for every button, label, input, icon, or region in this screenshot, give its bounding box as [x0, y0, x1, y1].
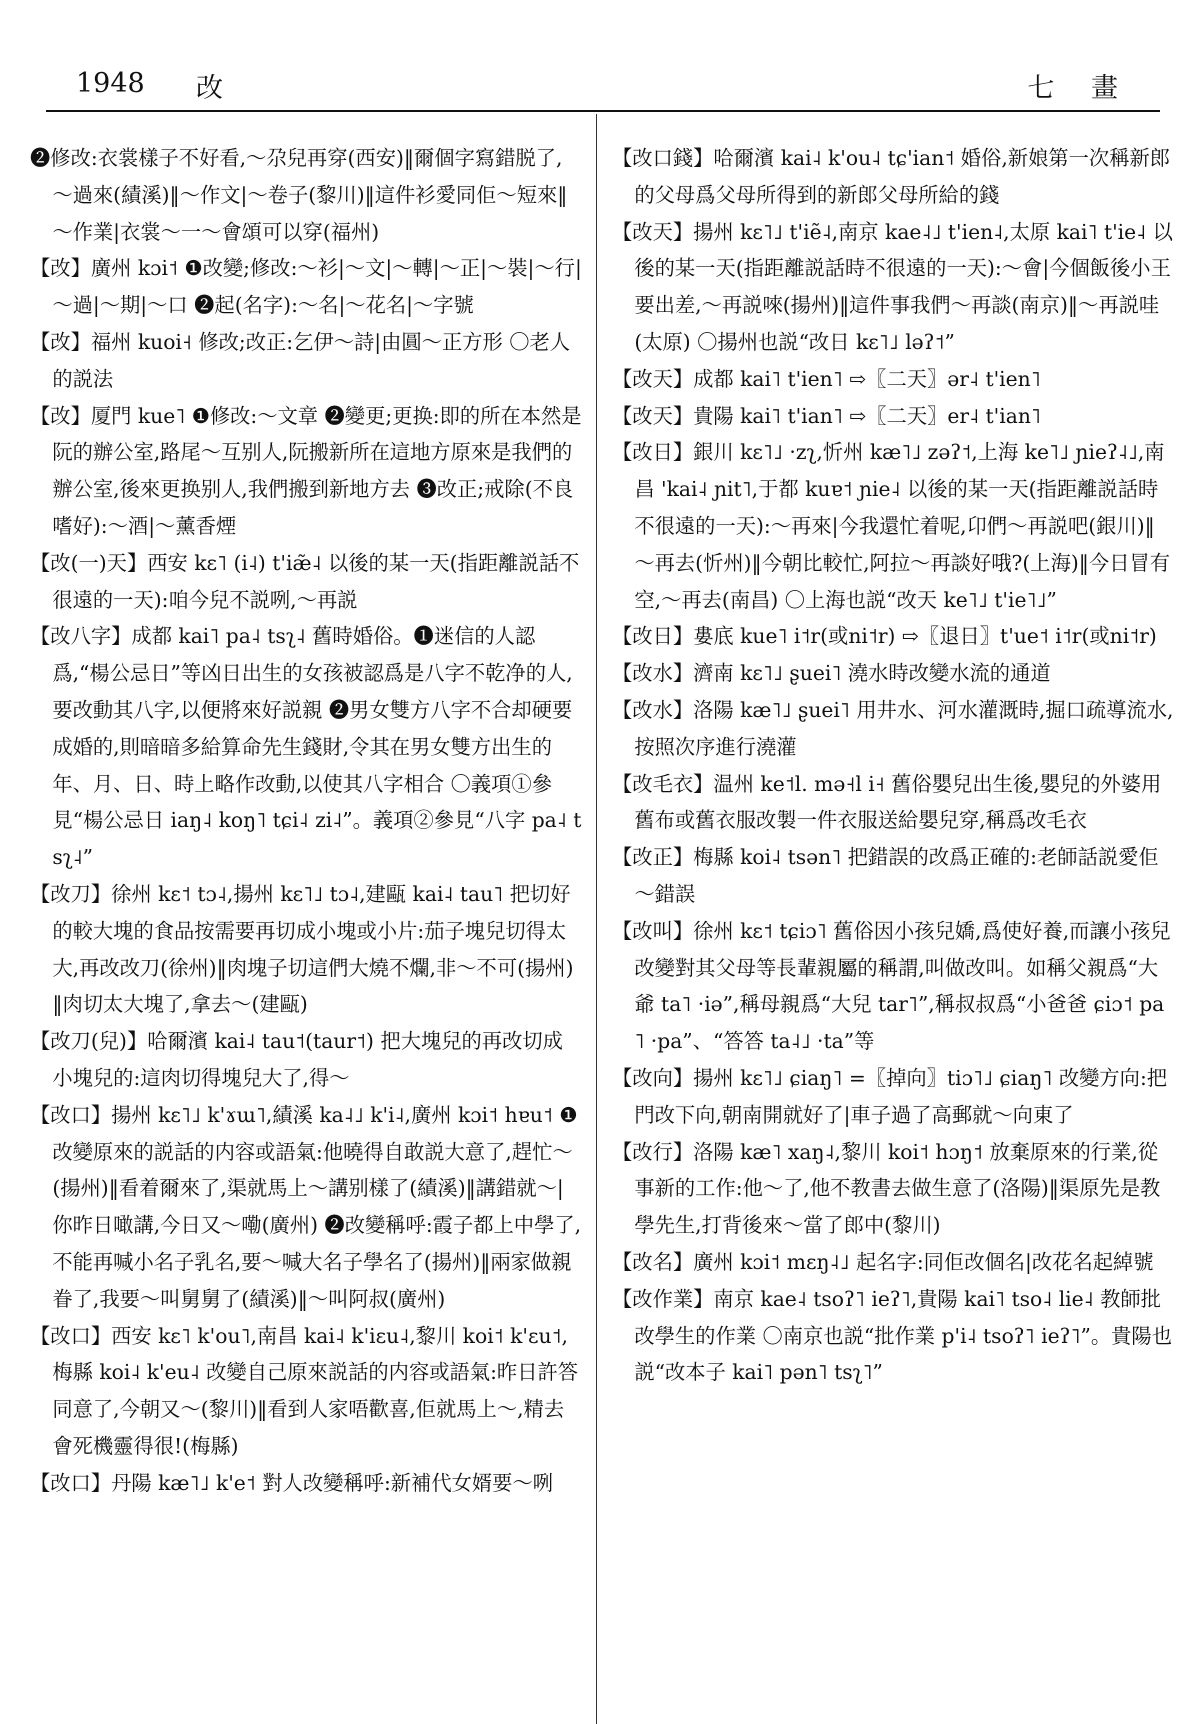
dictionary-entry: 【改天】成都 kai˥ t'ien˥ ⇨〖二天〗ər˨ t'ien˥ — [612, 366, 1041, 391]
header-rule — [46, 110, 1160, 112]
dictionary-entry: 【改水】洛陽 kæ˥˩ ʂuei˥ 用井水、河水灌溉時,掘口疏導流水,按照次序進行澆灌 — [612, 697, 1174, 759]
dictionary-entry: 【改刀】徐州 kɛ˦ tɔ˨,揚州 kɛ˥˩ tɔ˨,建甌 kai˨ tau˥ 把切好的較大塊的食品按需要再切成小塊或小片:茄子塊兒切得太大,再改改刀(徐州)‖肉塊子切這們大燒不爛,非～不可(揚州)‖肉切太大塊了,拿去～(建甌) — [30, 881, 574, 1017]
page-header — [46, 60, 1160, 106]
dictionary-entry: 【改向】揚州 kɛ˥˩ ɕiaŋ˥ =〖掉向〗tiɔ˥˩ ɕiaŋ˥ 改變方向:把門改下向,朝南開就好了|車子過了高郵就～向東了 — [612, 1065, 1168, 1127]
dictionary-entry: 【改】福州 kuoi˧ 修改;改正:乞伊～詩|由圓～正方形 〇老人的説法 — [30, 329, 571, 391]
left-column — [30, 140, 582, 1501]
dictionary-entry: 【改八字】成都 kai˥ pa˨ tsʅ˨ 舊時婚俗。❶迷信的人認爲,“楊公忌日”等凶日出生的女孩被認爲是八字不乾净的人,要改動其八字,以便將來好説親 ❷男女雙方八字不合却硬要成婚的,則暗暗多給算命先生錢財,令其在男女雙方出生的年、月、日、時上略作改動,以使其八字相合 〇義項①參見“楊公忌日 iaŋ˨ koŋ˥ tɕi˨ zi˨”。義項②參見“八字 pa˨ tsʅ˨” — [30, 624, 582, 870]
dictionary-entry: ❷修改:衣裳樣子不好看,～尕兒再穿(西安)‖爾個字寫錯脱了,～過來(績溪)‖～作文|～卷子(黎川)‖這件衫愛同佢～短來‖～作業|衣裳～一～會頌可以穿(福州) — [30, 146, 568, 244]
dictionary-entry: 【改】廣州 kɔi˦ ❶改變;修改:～衫|～文|～轉|～正|～裝|～行|～過|～期|～口 ❷起(名字):～名|～花名|～字號 — [30, 256, 582, 318]
dictionary-entry: 【改日】銀川 kɛ˥˩ ·zʅ,忻州 kæ˥˩ zəʔ˦,上海 ke˥˩ ɲieʔ˨˩,南昌 'kai˨ ɲit˥,于都 kuɐ˦ ɲie˨ 以後的某一天(指距離説話時不很遠的一天):～再來|今我還忙着呢,卬們～再説吧(銀川)‖～再去(忻州)‖今朝比較忙,阿拉～再談好哦?(上海)‖今日冒有空,～再去(南昌) 〇上海也説“改天 ke˥˩ t'ie˥˩” — [612, 440, 1171, 612]
dictionary-entry: 【改正】梅縣 koi˨ tsən˥ 把錯誤的改爲正確的:老師話説愛佢～錯誤 — [612, 845, 1159, 906]
dictionary-entry: 【改叫】徐州 kɛ˦ tɕiɔ˥ 舊俗因小孩兒嬌,爲使好養,而讓小孩兒改變對其父母等長輩親屬的稱謂,叫做改叫。如稱父親爲“大爺 ta˥ ·iə”,稱母親爲“大兒 tar˥”,稱叔叔爲“小爸爸 ɕiɔ˦ pa˥ ·pa”、“答答 ta˨˩ ·ta”等 — [612, 918, 1171, 1054]
dictionary-entry: 【改刀(兒)】哈爾濱 kai˨ tau˦(taur˦) 把大塊兒的再改切成小塊兒的:這肉切得塊兒大了,得～ — [30, 1029, 563, 1090]
dictionary-entry: 【改名】廣州 kɔi˦ mɛŋ˨˩ 起名字:同佢改個名|改花名起綽號 — [612, 1249, 1154, 1274]
dictionary-entry: 【改作業】南京 kae˨ tsoʔ˥ ieʔ˥,貴陽 kai˥ tso˨ lie˨ 教師批改學生的作業 〇南京也説“批作業 p'i˨ tsoʔ˥ ieʔ˥”。貴陽也説“改本子 kai˥ pən˥ tsʅ˥” — [612, 1286, 1172, 1385]
dictionary-entry: 【改毛衣】温州 ke˦l. mə˧l i˧ 舊俗嬰兒出生後,嬰兒的外婆用舊布或舊衣服改製一件衣服送給嬰兒穿,稱爲改毛衣 — [612, 771, 1162, 833]
dictionary-entry: 【改口】西安 kɛ˥ k'ou˥,南昌 kai˨ k'iɛu˨,黎川 koi˦ k'ɛu˦,梅縣 koi˨ k'eu˨ 改變自己原來説話的内容或語氣:昨日許答同意了,今朝又～(黎川)‖看到人家唔歡喜,佢就馬上～,精去會死機靈得很!(梅縣) — [30, 1323, 579, 1458]
dictionary-entry: 【改口錢】哈爾濱 kai˨ k'ou˨ tɕ'ian˦ 婚俗,新娘第一次稱新郎的父母爲父母所得到的新郎父母所給的錢 — [612, 146, 1171, 207]
page-number: 1948 — [76, 68, 145, 99]
section-label: 七 畫 — [1027, 73, 1132, 104]
header-character: 改 — [196, 73, 223, 104]
right-column — [612, 140, 1174, 1391]
dictionary-entry: 【改日】婁底 kue˥ i˦r(或ni˦r) ⇨〖退日〗t'ue˦ i˦r(或ni˦r) — [612, 624, 1157, 649]
dictionary-entry: 【改行】洛陽 kæ˥ xaŋ˨,黎川 koi˦ hɔŋ˦ 放棄原來的行業,從事新的工作:他～了,他不教書去做生意了(洛陽)‖渠原先是教學先生,打背後來～當了郎中(黎川) — [612, 1139, 1161, 1238]
dictionary-entry: 【改水】濟南 kɛ˥˩ ʂuei˥ 澆水時改變水流的通道 — [612, 661, 1051, 686]
dictionary-entry: 【改天】揚州 kɛ˥˩ t'iẽ˨,南京 kae˨˩ t'ien˨,太原 kai˥ t'ie˨ 以後的某一天(指距離説話時不很遠的一天):～會|今個飯後小王要出差,～再説唻(揚州)‖這件事我們～再談(南京)‖～再説哇(太原) 〇揚州也説“改日 kɛ˥˩ ləʔ˦” — [612, 219, 1173, 354]
dictionary-entry: 【改(一)天】西安 kɛ˥ (i˨) t'iæ̃˨ 以後的某一天(指距離説話不很遠的一天):咱今兒不説咧,～再説 — [30, 550, 580, 612]
column-divider — [596, 114, 597, 1724]
dictionary-entry: 【改口】丹陽 kæ˥˩ k'e˦ 對人改變稱呼:新補代女婿要～咧 — [30, 1470, 554, 1495]
dictionary-entry: 【改】厦門 kue˥ ❶修改:～文章 ❷變更;更换:即的所在本然是阮的辦公室,路尾～互别人,阮搬新所在這地方原來是我們的辦公室,後來更换别人,我們搬到新地方去 ❸改正;戒除(不良嗜好):～酒|～薰香煙 — [30, 403, 582, 538]
dictionary-entry: 【改口】揚州 kɛ˥˩ k'ɤɯ˥,績溪 ka˨˩ k'i˨,廣州 kɔi˦ hɐu˦ ❶改變原來的説話的内容或語氣:他曉得自敢説大意了,趕忙～(揚州)‖看着爾來了,渠就馬上～講别樣了(績溪)‖講錯就～|你昨日噉講,今日又～嘞(廣州) ❷改變稱呼:霞子都上中學了,不能再喊小名子乳名,要～喊大名子學名了(揚州)‖兩家做親眷了,我要～叫舅舅了(績溪)‖～叫阿叔(廣州) — [30, 1102, 582, 1311]
dictionary-entry: 【改天】貴陽 kai˥ t'ian˥ ⇨〖二天〗er˨ t'ian˥ — [612, 403, 1041, 428]
